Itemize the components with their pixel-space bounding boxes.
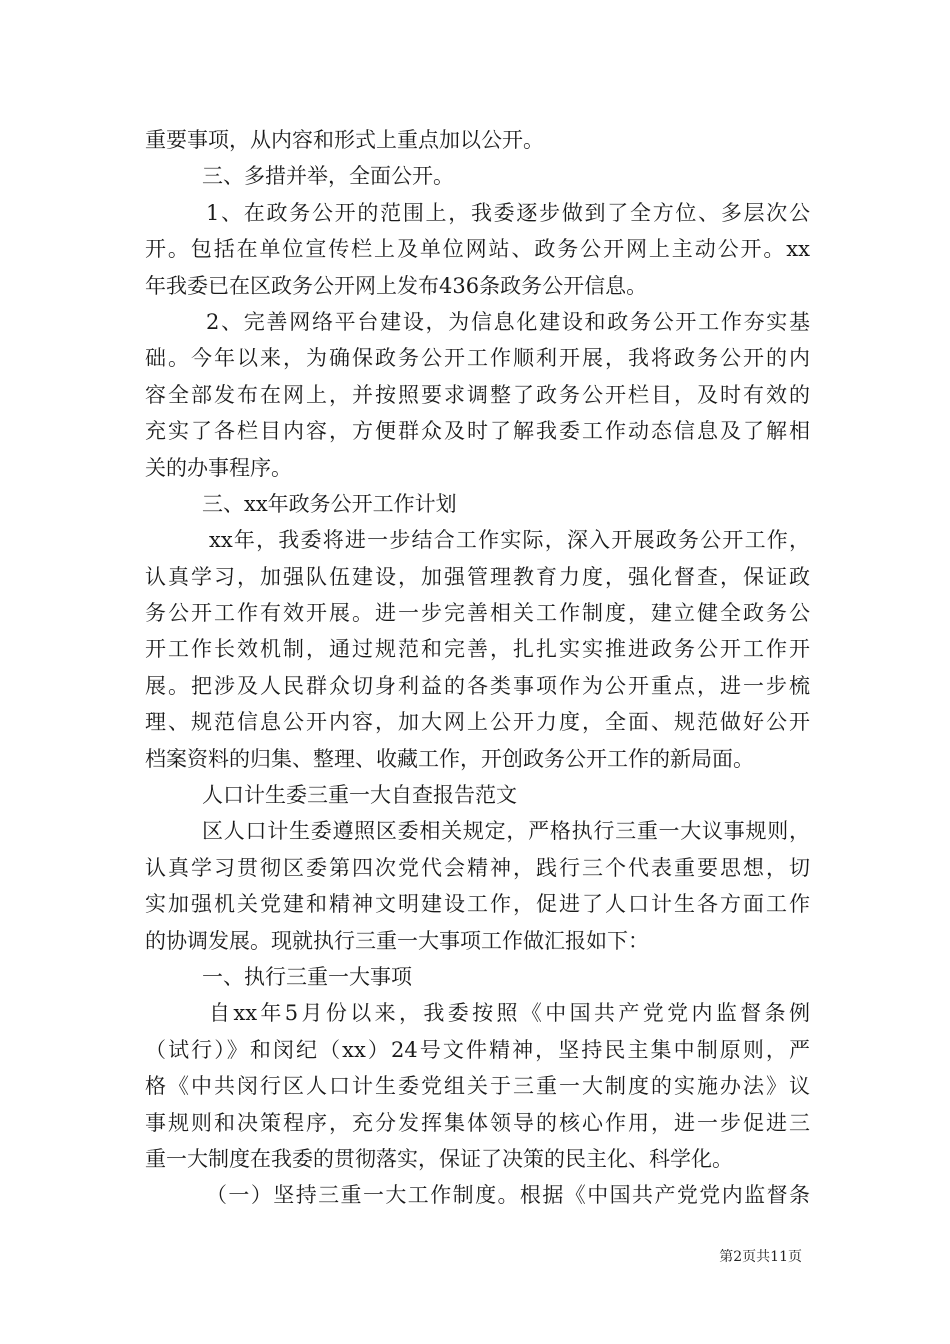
text-line: 档案资料的归集、整理、收藏工作，开创政务公开工作的新局面。	[145, 746, 754, 771]
text-line: 容全部发布在网上，并按照要求调整了政务公开栏目，及时有效的	[145, 382, 810, 407]
text-line: 格《中共闵行区人口计生委党组关于三重一大制度的实施办法》议	[145, 1074, 810, 1099]
text-line: 开工作长效机制，通过规范和完善，扎扎实实推进政务公开工作开	[145, 637, 810, 662]
text-line: 重要事项，从内容和形式上重点加以公开。	[145, 128, 544, 152]
text-line: 理、规范信息公开内容，加大网上公开力度，全面、规范做好公开	[145, 710, 810, 735]
text-line: 充实了各栏目内容，方便群众及时了解我委工作动态信息及了解相	[145, 419, 810, 444]
document-body	[145, 122, 810, 1214]
page-number: 第2页共11页	[719, 1249, 802, 1265]
text-line: 三、xx年政务公开工作计划	[202, 491, 457, 516]
text-line: 自xx年5月份以来，我委按照《中国共产党党内监督条例	[209, 1001, 810, 1026]
text-line: （试行）》和闵纪（xx）24号文件精神，坚持民主集中制原则，严	[145, 1037, 810, 1062]
text-line: 的协调发展。现就执行三重一大事项工作做汇报如下：	[145, 928, 649, 953]
text-line: 人口计生委三重一大自查报告范文	[202, 783, 517, 808]
text-line: （一）坚持三重一大工作制度。根据《中国共产党党内监督条	[206, 1183, 810, 1208]
text-line: 开。包括在单位宣传栏上及单位网站、政务公开网上主动公开。xx	[145, 237, 810, 262]
text-line: 认真学习，加强队伍建设，加强管理教育力度，强化督查，保证政	[145, 564, 810, 589]
text-line: 三、多措并举，全面公开。	[202, 164, 454, 189]
text-line: 务公开工作有效开展。进一步完善相关工作制度，建立健全政务公	[145, 601, 810, 626]
text-line: 础。今年以来，为确保政务公开工作顺利开展，我将政务公开的内	[145, 346, 810, 371]
text-line: 关的办事程序。	[145, 455, 292, 480]
text-line: 认真学习贯彻区委第四次党代会精神，践行三个代表重要思想，切	[145, 855, 810, 880]
text-line: xx年，我委将进一步结合工作实际，深入开展政务公开工作，	[209, 528, 810, 553]
text-line: 重一大制度在我委的贯彻落实，保证了决策的民主化、科学化。	[145, 1146, 733, 1171]
text-line: 1、在政务公开的范围上，我委逐步做到了全方位、多层次公	[206, 200, 810, 225]
text-line: 实加强机关党建和精神文明建设工作，促进了人口计生各方面工作	[145, 892, 810, 917]
text-line: 年我委已在区政务公开网上发布436条政务公开信息。	[145, 273, 648, 298]
text-line: 2、完善网络平台建设，为信息化建设和政务公开工作夯实基	[206, 309, 810, 334]
text-line: 区人口计生委遵照区委相关规定，严格执行三重一大议事规则，	[202, 819, 810, 844]
text-line: 事规则和决策程序，充分发挥集体领导的核心作用，进一步促进三	[145, 1110, 810, 1135]
text-line: 展。把涉及人民群众切身利益的各类事项作为公开重点，进一步梳	[145, 673, 810, 698]
text-line: 一、执行三重一大事项	[202, 964, 412, 989]
